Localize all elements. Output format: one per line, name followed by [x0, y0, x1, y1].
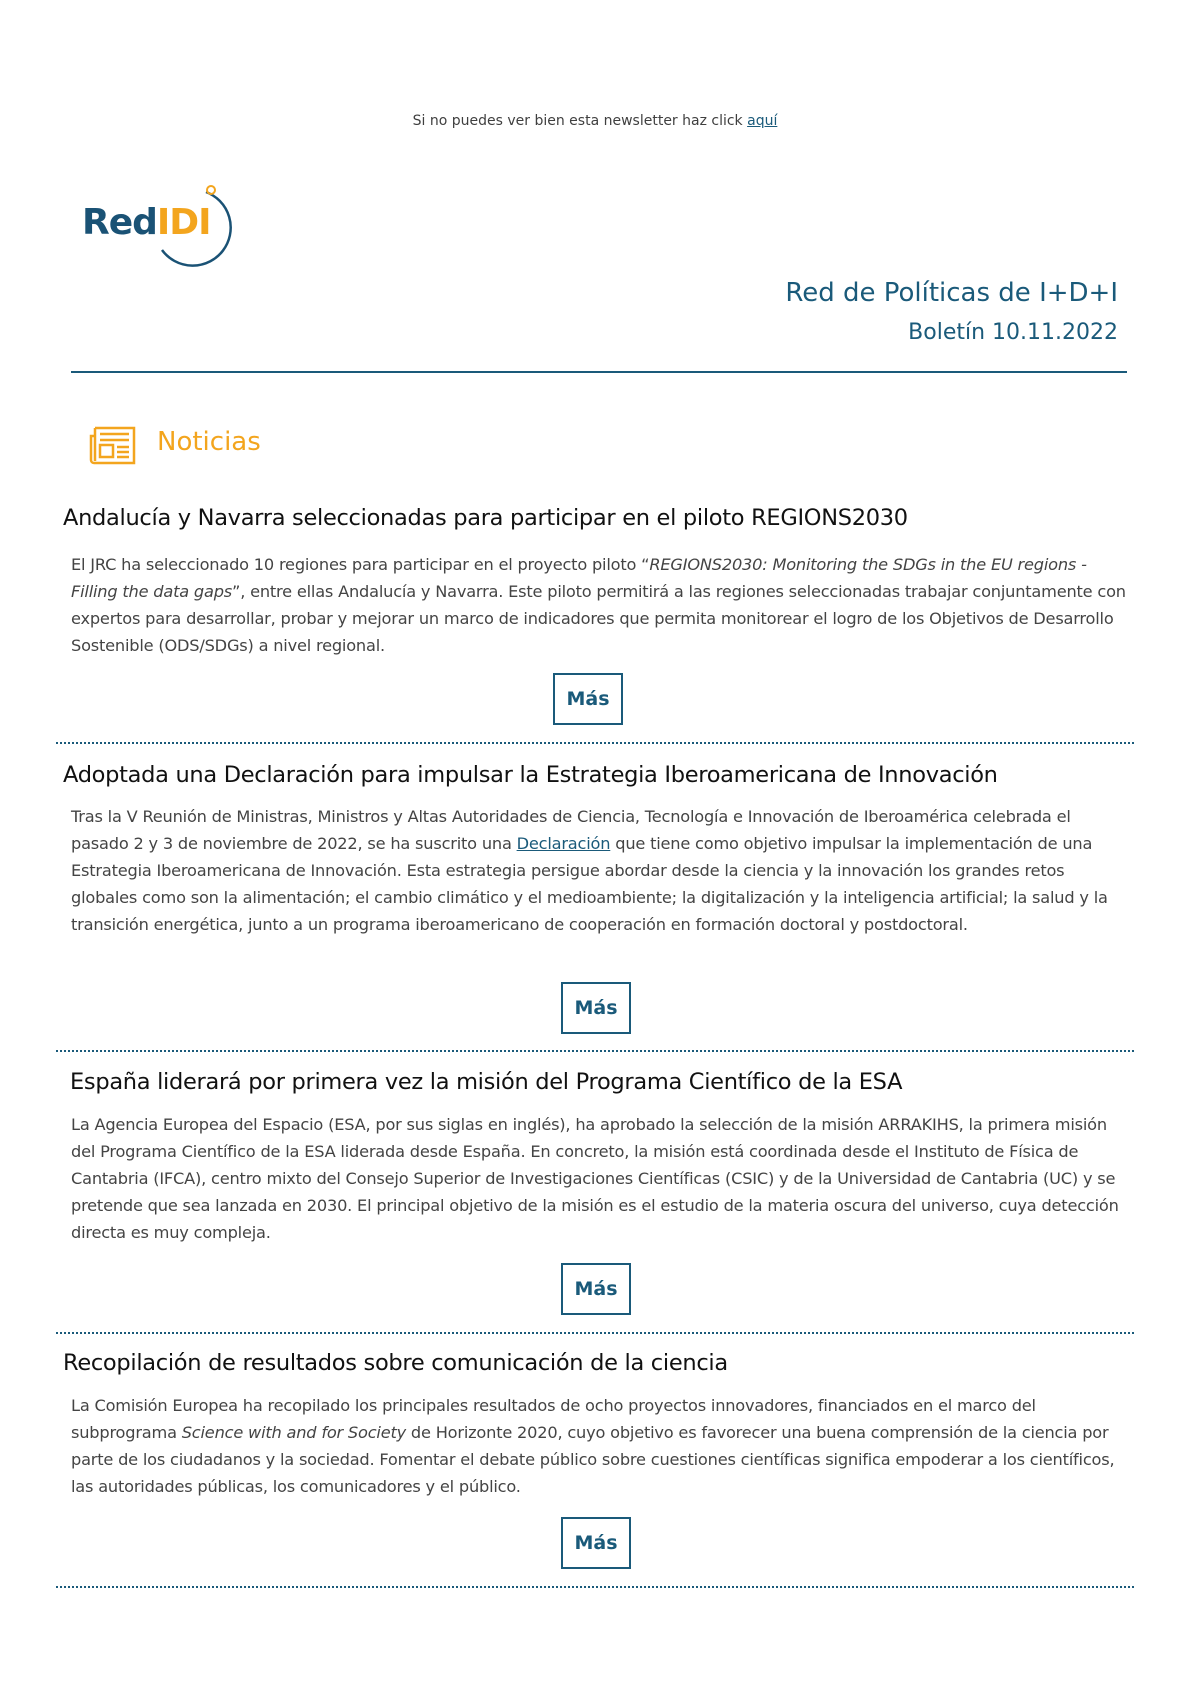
divider [56, 742, 1134, 744]
more-button[interactable]: Más [561, 1517, 631, 1569]
news-body: La Agencia Europea del Espacio (ESA, por sus siglas en inglés), ha aprobado la selección de la misión ARRAKIHS, la primera misión del Programa Científico de la ESA liderada desde España. En concreto, la misión está coordinada desde el Instituto de Física de Cantabria (IFCA), centro mixto del Consejo Superior de Investigaciones Científicas (CSIC) y de la Universidad de Cantabria (UC) y se pretende que sea lanzada en 2030. El principal objetivo de la misión es el estudio de la materia oscura del universo, cuya detección directa es muy compleja. [71, 1115, 1119, 1242]
news-body: Tras la V Reunión de Ministras, Ministros y Altas Autoridades de Ciencia, Tecnología e Innovación de Iberoamérica celebrada el pasado 2 y 3 de noviembre de 2022, se ha suscrito una Declaración que tiene como objetivo impulsar la implementación de una Estrategia Iberoamericana de Innovación. Esta estrategia persigue abordar desde la ciencia y la innovación los grandes retos globales como son la alimentación; el cambio climático y el medioambiente; la digitalización y la inteligencia artificial; la salud y la transición energética, junto a un programa iberoamericano de cooperación en formación doctoral y postdoctoral. [71, 807, 1108, 934]
more-button[interactable]: Más [561, 1263, 631, 1315]
header-divider [71, 371, 1127, 373]
news-title: Andalucía y Navarra seleccionadas para participar en el piloto REGIONS2030 [63, 505, 908, 531]
more-button[interactable]: Más [561, 982, 631, 1034]
news-title: Recopilación de resultados sobre comunicación de la ciencia [63, 1350, 728, 1376]
view-online-link[interactable]: aquí [747, 113, 778, 129]
logo-wordmark: RedIDI [82, 202, 211, 243]
declaracion-link[interactable]: Declaración [516, 834, 611, 853]
newsletter-title: Red de Políticas de I+D+I [785, 278, 1118, 308]
divider [56, 1586, 1134, 1588]
newspaper-icon [88, 424, 138, 466]
news-body: El JRC ha seleccionado 10 regiones para participar en el proyecto piloto “REGIONS2030: Monitoring the SDGs in the EU regions - Filling the data gaps”, entre ellas Andalucía y Navarra. Este piloto permitirá a las regiones seleccionadas trabajar conjuntamente con expertos para desarrollar, probar y mejorar un marco de indicadores que permita monitorear el logro de los Objetivos de Desarrollo Sostenible (ODS/SDGs) a nivel regional. [71, 555, 1126, 655]
news-title: España liderará por primera vez la misión del Programa Científico de la ESA [70, 1069, 903, 1095]
more-button[interactable]: Más [553, 673, 623, 725]
news-body: La Comisión Europea ha recopilado los principales resultados de ocho proyectos innovadores, financiados en el marco del subprograma Science with and for Society de Horizonte 2020, cuyo objetivo es favorecer una buena comprensión de la ciencia por parte de los ciudadanos y la sociedad. Fomentar el debate público sobre cuestiones científicas significa empoderar a los científicos, las autoridades públicas, los comunicadores y el público. [71, 1396, 1115, 1496]
preheader [0, 113, 1190, 129]
divider [56, 1050, 1134, 1052]
divider [56, 1332, 1134, 1334]
news-title: Adoptada una Declaración para impulsar la Estrategia Iberoamericana de Innovación [63, 762, 998, 788]
preheader-text: Si no puedes ver bien esta newsletter haz click [412, 113, 748, 129]
bulletin-date: Boletín 10.11.2022 [908, 320, 1118, 345]
logo [80, 180, 240, 268]
section-title: Noticias [157, 427, 261, 457]
